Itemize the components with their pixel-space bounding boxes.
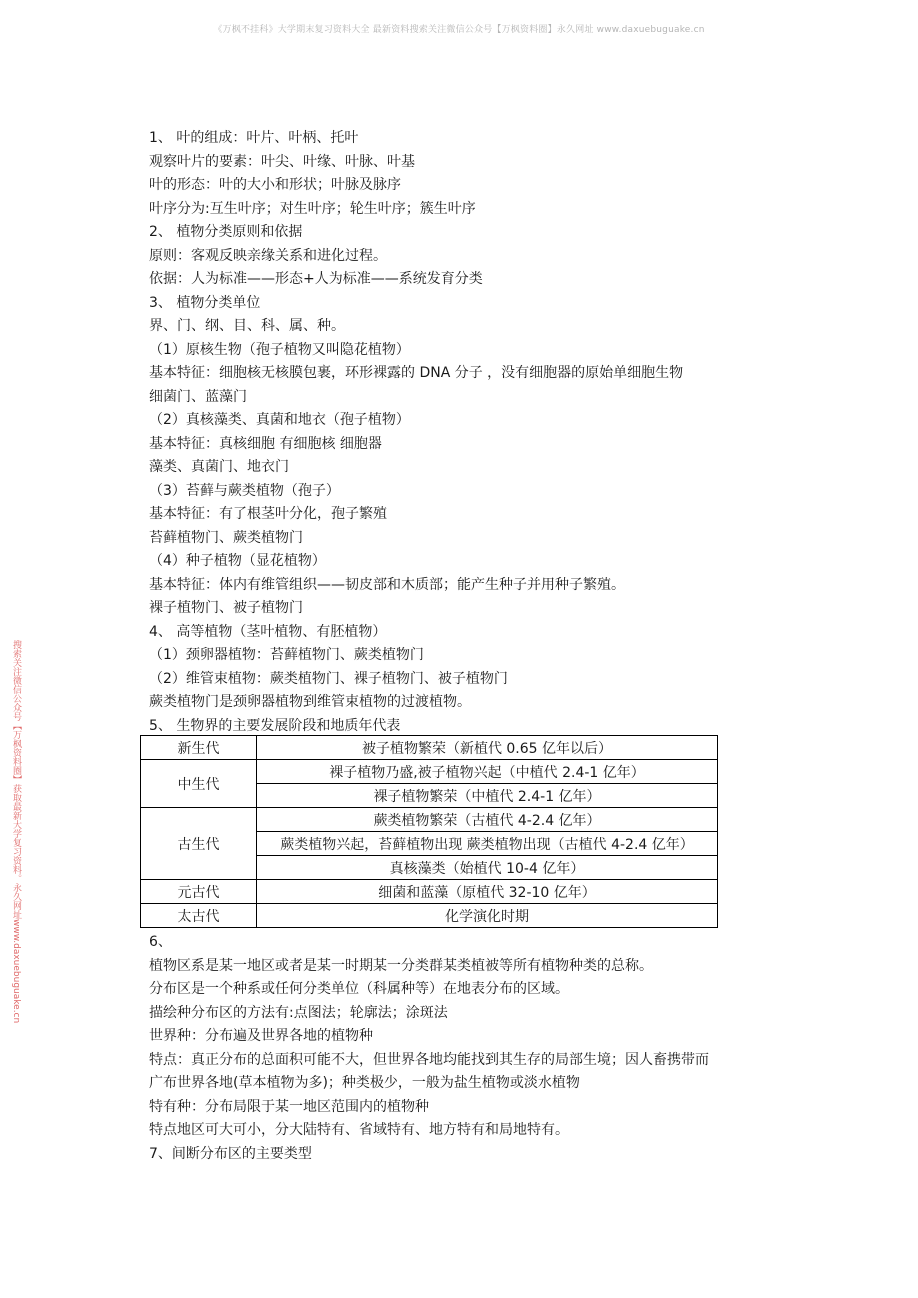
section-heading: 2、 植物分类原则和依据 — [149, 224, 303, 240]
text-line: 特有种：分布局限于某一地区范围内的植物种 — [149, 1098, 429, 1115]
document-body-part1 — [149, 127, 789, 738]
text-line: 基本特征：体内有维管组织——韧皮部和木质部；能产生种子并用种子繁殖。 — [149, 576, 625, 593]
text-line: 1、 叶的组成：叶片、叶柄、托叶 — [149, 130, 359, 146]
desc-cell: 真核藻类（始植代 10-4 亿年） — [257, 856, 718, 880]
text-line: （1）颈卵器植物：苔藓植物门、蕨类植物门 — [149, 647, 424, 663]
desc-cell: 裸子植物繁荣（中植代 2.4-1 亿年） — [257, 784, 718, 808]
section-heading: 5、 生物界的主要发展阶段和地质年代表 — [149, 717, 401, 734]
document-body-part2 — [149, 931, 789, 1166]
text-line: （1）原核生物（孢子植物又叫隐花植物） — [149, 341, 410, 358]
desc-cell: 蕨类植物兴起，苔藓植物出现 蕨类植物出现（古植代 4-2.4 亿年） — [257, 832, 718, 856]
text-line: 蕨类植物门是颈卵器植物到维管束植物的过渡植物。 — [149, 694, 471, 710]
desc-cell: 细菌和蓝藻（原植代 32-10 亿年） — [257, 880, 718, 904]
section-heading: 7、间断分布区的主要类型 — [149, 1145, 312, 1162]
side-watermark: 搜索关注微信公众号【万枫资料圈】获取最新大学复习资料。永久网址www.daxuebuguake.cn — [11, 640, 21, 1024]
text-line: 基本特征：真核细胞 有细胞核 细胞器 — [149, 435, 382, 452]
text-line: 基本特征：细胞核无核膜包裹，环形裸露的 DNA 分子 ，没有细胞器的原始单细胞生物 — [149, 365, 684, 381]
text-line: （2）真核藻类、真菌和地衣（孢子植物） — [149, 412, 410, 428]
section-heading: 3、 植物分类单位 — [149, 294, 261, 311]
text-line: 藻类、真菌门、地衣门 — [149, 459, 289, 475]
header-watermark: 《万枫不挂科》大学期末复习资料大全 最新资料搜索关注微信公众号【万枫资料圈】永久网址 www.daxuebuguake.cn — [213, 25, 705, 35]
desc-cell: 裸子植物乃盛,被子植物兴起（中植代 2.4-1 亿年） — [257, 760, 718, 784]
era-cell: 太古代 — [141, 904, 257, 928]
text-line: 特点地区可大可小，分大陆特有、省域特有、地方特有和局地特有。 — [149, 1122, 569, 1138]
desc-cell: 化学演化时期 — [257, 904, 718, 928]
text-line: 界、门、纲、目、科、属、种。 — [149, 318, 345, 334]
text-line: 特点：真正分布的总面积可能不大，但世界各地均能找到其生存的局部生境；因人畜携带而 — [149, 1051, 709, 1068]
section-heading: 6、 — [149, 934, 172, 950]
text-line: 依据：人为标准——形态+人为标准——系统发育分类 — [149, 271, 483, 287]
text-line: 叶的形态：叶的大小和形状；叶脉及脉序 — [149, 177, 401, 193]
text-line: （3）苔藓与蕨类植物（孢子） — [149, 482, 340, 499]
text-line: 裸子植物门、被子植物门 — [149, 600, 303, 616]
text-line: 观察叶片的要素：叶尖、叶缘、叶脉、叶基 — [149, 153, 415, 170]
text-line: （2）维管束植物：蕨类植物门、裸子植物门、被子植物门 — [149, 670, 508, 687]
era-cell: 元古代 — [141, 880, 257, 904]
text-line: 描绘种分布区的方法有:点图法；轮廓法；涂斑法 — [149, 1004, 448, 1021]
table-row — [141, 880, 718, 904]
desc-cell: 被子植物繁荣（新植代 0.65 亿年以后） — [257, 736, 718, 760]
era-cell: 中生代 — [141, 760, 257, 808]
text-line: 细菌门、蓝藻门 — [149, 388, 247, 405]
section-heading: 4、 高等植物（茎叶植物、有胚植物） — [149, 623, 387, 640]
text-line: 分布区是一个种系或任何分类单位（科属种等）在地表分布的区域。 — [149, 981, 569, 997]
text-line: 世界种：分布遍及世界各地的植物种 — [149, 1028, 373, 1044]
text-line: 原则：客观反映亲缘关系和进化过程。 — [149, 247, 387, 264]
text-line: 基本特征：有了根茎叶分化，孢子繁殖 — [149, 506, 387, 522]
text-line: 叶序分为:互生叶序；对生叶序；轮生叶序；簇生叶序 — [149, 200, 476, 217]
text-line: 苔藓植物门、蕨类植物门 — [149, 529, 303, 546]
desc-cell: 蕨类植物繁荣（古植代 4-2.4 亿年） — [257, 808, 718, 832]
table-row — [141, 808, 718, 832]
table-row — [141, 736, 718, 760]
table-row — [141, 760, 718, 784]
era-cell: 古生代 — [141, 808, 257, 880]
text-line: （4）种子植物（显花植物） — [149, 553, 326, 569]
era-cell: 新生代 — [141, 736, 257, 760]
table-row — [141, 904, 718, 928]
text-line: 广布世界各地(草本植物为多)；种类极少，一般为盐生植物或淡水植物 — [149, 1075, 580, 1091]
text-line: 植物区系是某一地区或者是某一时期某一分类群某类植被等所有植物种类的总称。 — [149, 957, 653, 974]
geologic-era-table — [140, 735, 718, 928]
